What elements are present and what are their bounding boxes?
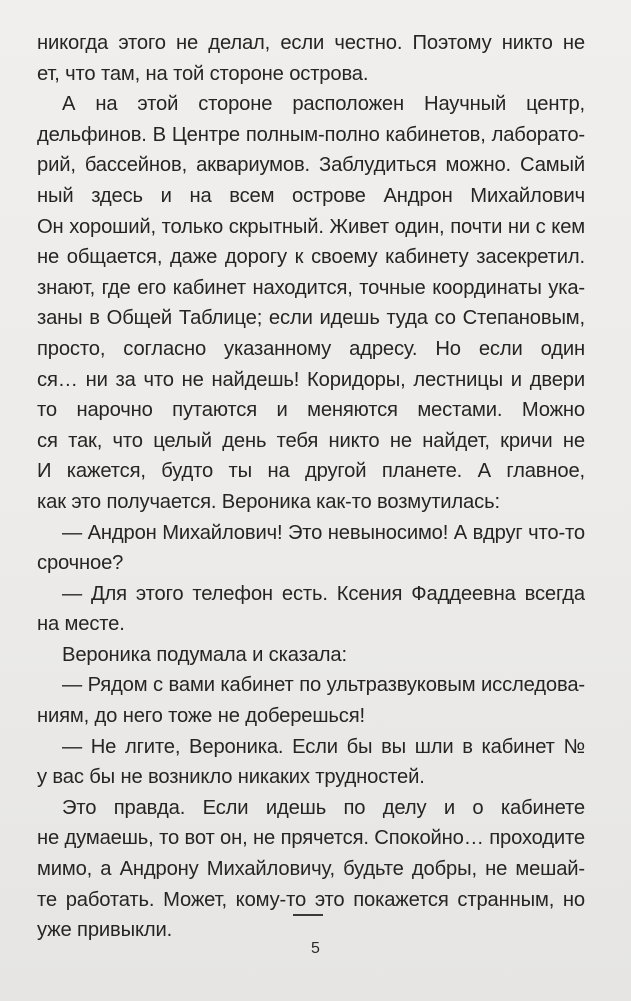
text-line: мимо, а Андрону Михайловичу, будьте добры, не мешай- xyxy=(37,858,585,881)
text-line: то нарочно путаются и меняются местами. Можно xyxy=(37,399,585,422)
text-line: — Рядом с вами кабинет по ультразвуковым исследова- xyxy=(62,674,585,697)
text-line: ниям, до него тоже не доберешься! xyxy=(37,705,365,728)
text-line: Он хороший, только скрытный. Живет один, почти ни с кем xyxy=(37,215,585,238)
text-line: у вас бы не возникло никаких трудностей. xyxy=(37,766,425,789)
text-line: — Для этого телефон есть. Ксения Фаддеевна всегда xyxy=(62,582,585,605)
text-line: дельфинов. В Центре полным-полно кабинетов, лаборато- xyxy=(37,123,585,146)
text-line: не общается, даже дорогу к своему кабинету засекретил. xyxy=(37,246,585,269)
text-line: срочное? xyxy=(37,552,124,575)
text-line: на месте. xyxy=(37,613,125,636)
text-line: просто, согласно указанному адресу. Но если один xyxy=(37,337,585,360)
text-line: рий, бассейнов, аквариумов. Заблудиться можно. Самый xyxy=(37,154,585,177)
text-line: знают, где его кабинет находится, точные координаты ука- xyxy=(37,276,585,299)
text-line: ный здесь и на всем острове Андрон Михайлович xyxy=(37,184,585,207)
page-body-text xyxy=(37,28,585,946)
text-line: И кажется, будто ты на другой планете. А главное, xyxy=(37,460,585,483)
text-line: А на этой стороне расположен Научный центр, xyxy=(62,93,585,116)
text-line: как это получается. Вероника как-то возмутилась: xyxy=(37,490,500,513)
section-divider xyxy=(293,914,323,916)
text-line: Это правда. Если идешь по делу и о кабинете xyxy=(62,796,585,819)
text-line: уже привыкли. xyxy=(37,919,173,942)
text-line: — Не лгите, Вероника. Если бы вы шли в кабинет № xyxy=(62,735,585,758)
text-line: ся так, что целый день тебя никто не найдет, кричи не xyxy=(37,429,585,452)
text-line: те работать. Может, кому-то это покажется странным, но xyxy=(37,888,585,911)
page-number: 5 xyxy=(311,940,320,957)
text-line: ся… ни за что не найдешь! Коридоры, лестницы и двери xyxy=(37,368,585,391)
text-line: заны в Общей Таблице; если идешь туда со Степановым, xyxy=(37,307,585,330)
text-line: — Андрон Михайлович! Это невыносимо! А вдруг что-то xyxy=(62,521,585,544)
text-line: не думаешь, то вот он, не прячется. Спокойно… проходите xyxy=(37,827,585,850)
text-line: никогда этого не делал, если честно. Поэтому никто не xyxy=(37,32,585,54)
text-line: Вероника подумала и сказала: xyxy=(62,643,347,666)
text-line: ет, что там, на той стороне острова. xyxy=(37,62,369,85)
